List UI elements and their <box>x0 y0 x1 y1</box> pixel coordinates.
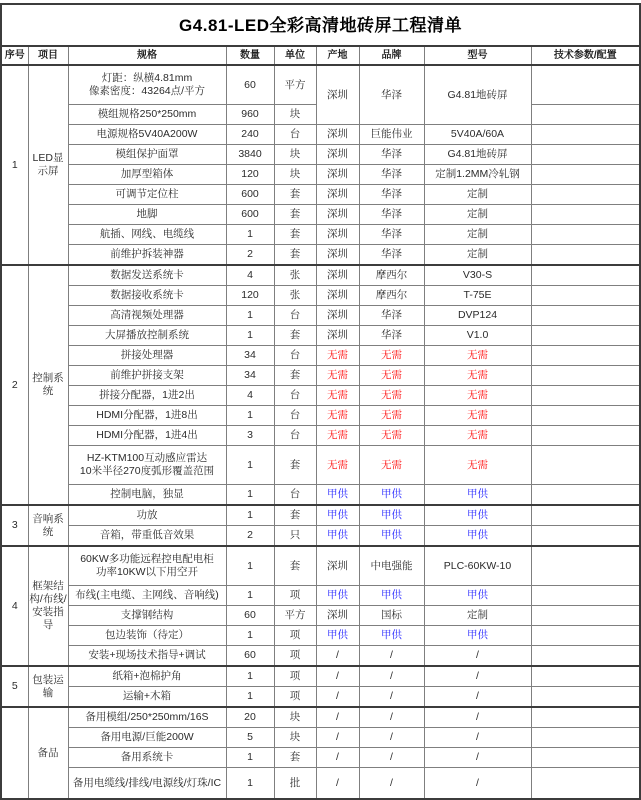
cell-index: 1 <box>1 65 28 265</box>
cell-qty: 60 <box>226 65 274 105</box>
cell-unit: 台 <box>274 125 316 145</box>
cell-qty: 600 <box>226 185 274 205</box>
cell-unit: 套 <box>274 185 316 205</box>
cell-unit: 套 <box>274 748 316 768</box>
cell-brand: 华泽 <box>359 245 424 266</box>
cell-brand: 摩西尔 <box>359 265 424 286</box>
cell-tech-params <box>531 245 640 266</box>
cell-tech-params <box>531 728 640 748</box>
cell-qty: 1 <box>226 225 274 245</box>
cell-index: 4 <box>1 546 28 666</box>
cell-spec: 地脚 <box>68 205 226 225</box>
cell-model: 无需 <box>424 346 531 366</box>
table-row <box>1 145 640 165</box>
cell-qty: 1 <box>226 748 274 768</box>
spec-line: 60KW多功能远程控电配电柜 <box>80 553 214 565</box>
cell-origin: 无需 <box>316 386 359 406</box>
cell-tech-params <box>531 125 640 145</box>
cell-spec: 模组规格250*250mm <box>68 105 226 125</box>
table-row <box>1 626 640 646</box>
cell-model: 定制 <box>424 205 531 225</box>
cell-brand: / <box>359 768 424 800</box>
cell-qty: 4 <box>226 265 274 286</box>
cell-spec: 安装+现场技术指导+调试 <box>68 646 226 667</box>
table-row <box>1 586 640 606</box>
cell-unit: 批 <box>274 768 316 800</box>
cell-model: 无需 <box>424 406 531 426</box>
cell-qty: 34 <box>226 366 274 386</box>
table-row <box>1 265 640 286</box>
cell-spec: 电源规格5V40A200W <box>68 125 226 145</box>
cell-brand: 甲供 <box>359 586 424 606</box>
column-header: 型号 <box>424 46 531 65</box>
cell-origin: 甲供 <box>316 485 359 506</box>
cell-unit: 台 <box>274 426 316 446</box>
section-4 <box>1 546 640 666</box>
cell-spec: 可调节定位柱 <box>68 185 226 205</box>
cell-item: 包装运输 <box>28 666 68 707</box>
cell-item: LED显示屏 <box>28 65 68 265</box>
cell-spec: 布线(主电缆、主网线、音响线) <box>68 586 226 606</box>
table-row <box>1 125 640 145</box>
table-row <box>1 306 640 326</box>
cell-spec: HDMI分配器，1进4出 <box>68 426 226 446</box>
cell-unit: 台 <box>274 346 316 366</box>
cell-brand: / <box>359 728 424 748</box>
cell-qty: 240 <box>226 125 274 145</box>
cell-model: 甲供 <box>424 505 531 526</box>
cell-brand: 无需 <box>359 426 424 446</box>
table-row <box>1 185 640 205</box>
cell-spec: 拼接分配器，1进2出 <box>68 386 226 406</box>
cell-index: 5 <box>1 666 28 707</box>
section-5 <box>1 666 640 707</box>
cell-origin: 无需 <box>316 406 359 426</box>
table-row <box>1 65 640 105</box>
cell-brand: 无需 <box>359 446 424 485</box>
cell-spec: 备用模组/250*250mm/16S <box>68 707 226 728</box>
cell-model: / <box>424 687 531 708</box>
bom-table <box>0 3 641 800</box>
cell-qty: 960 <box>226 105 274 125</box>
cell-tech-params <box>531 526 640 547</box>
cell-tech-params <box>531 326 640 346</box>
cell-origin: 深圳 <box>316 145 359 165</box>
cell-qty: 600 <box>226 205 274 225</box>
cell-qty: 1 <box>226 586 274 606</box>
cell-tech-params <box>531 768 640 800</box>
cell-qty: 3840 <box>226 145 274 165</box>
cell-origin: 深圳 <box>316 245 359 266</box>
cell-spec: 拼接处理器 <box>68 346 226 366</box>
cell-model: 甲供 <box>424 626 531 646</box>
cell-tech-params <box>531 546 640 586</box>
cell-index: 3 <box>1 505 28 546</box>
cell-spec: 前维护拆装神器 <box>68 245 226 266</box>
section-spare <box>1 707 640 799</box>
section-2 <box>1 265 640 505</box>
cell-spec: 备用系统卡 <box>68 748 226 768</box>
cell-tech-params <box>531 748 640 768</box>
cell-unit: 台 <box>274 306 316 326</box>
table-row <box>1 245 640 266</box>
cell-spec: 备用电缆线/排线/电源线/灯珠/IC <box>68 768 226 800</box>
cell-tech-params <box>531 446 640 485</box>
cell-spec: 数据接收系统卡 <box>68 286 226 306</box>
cell-unit: 项 <box>274 586 316 606</box>
cell-brand: 无需 <box>359 346 424 366</box>
cell-unit: 平方 <box>274 606 316 626</box>
cell-brand: 华泽 <box>359 306 424 326</box>
cell-origin: 深圳 <box>316 205 359 225</box>
cell-brand: / <box>359 666 424 687</box>
cell-qty: 2 <box>226 245 274 266</box>
cell-tech-params <box>531 505 640 526</box>
cell-tech-params <box>531 306 640 326</box>
cell-item: 音响系统 <box>28 505 68 546</box>
cell-qty: 1 <box>226 546 274 586</box>
cell-tech-params <box>531 646 640 667</box>
cell-origin: 甲供 <box>316 526 359 547</box>
cell-origin: 无需 <box>316 346 359 366</box>
cell-model: / <box>424 748 531 768</box>
cell-unit: 平方 <box>274 65 316 105</box>
cell-brand: 华泽 <box>359 65 424 125</box>
cell-origin: 深圳 <box>316 306 359 326</box>
cell-brand: / <box>359 687 424 708</box>
table-row <box>1 346 640 366</box>
column-header: 技术参数/配置 <box>531 46 640 65</box>
cell-spec: 航插、网线、电缆线 <box>68 225 226 245</box>
cell-qty: 1 <box>226 626 274 646</box>
title-row <box>1 4 640 46</box>
cell-spec: HDMI分配器，1进8出 <box>68 406 226 426</box>
cell-brand: 华泽 <box>359 165 424 185</box>
cell-unit: 台 <box>274 386 316 406</box>
cell-tech-params <box>531 687 640 708</box>
cell-qty: 5 <box>226 728 274 748</box>
spec-line: 功率10KW以下用空开 <box>95 566 199 578</box>
cell-brand: / <box>359 646 424 667</box>
cell-spec: 运输+木箱 <box>68 687 226 708</box>
cell-spec: 支撑钢结构 <box>68 606 226 626</box>
cell-qty: 2 <box>226 526 274 547</box>
cell-qty: 3 <box>226 426 274 446</box>
cell-origin: / <box>316 768 359 800</box>
cell-spec: 模组保护面罩 <box>68 145 226 165</box>
cell-origin: 甲供 <box>316 626 359 646</box>
cell-model: V30-S <box>424 265 531 286</box>
table-row <box>1 505 640 526</box>
cell-item: 框架结构/布线/安装指导 <box>28 546 68 666</box>
cell-unit: 块 <box>274 728 316 748</box>
cell-brand: 甲供 <box>359 626 424 646</box>
column-header: 产地 <box>316 46 359 65</box>
cell-unit: 台 <box>274 485 316 506</box>
table-row <box>1 286 640 306</box>
cell-origin: 深圳 <box>316 606 359 626</box>
cell-model: / <box>424 707 531 728</box>
cell-origin: 深圳 <box>316 185 359 205</box>
cell-qty: 120 <box>226 286 274 306</box>
cell-tech-params <box>531 707 640 728</box>
spec-line: 灯距：纵横4.81mm <box>101 72 193 84</box>
cell-tech-params <box>531 606 640 626</box>
cell-qty: 20 <box>226 707 274 728</box>
cell-model: 定制 <box>424 225 531 245</box>
cell-origin: 深圳 <box>316 125 359 145</box>
spec-line: 像素密度：43264点/平方 <box>88 85 206 97</box>
cell-spec: 数据发送系统卡 <box>68 265 226 286</box>
table-row <box>1 406 640 426</box>
cell-qty: 1 <box>226 666 274 687</box>
cell-brand: / <box>359 707 424 728</box>
cell-model: PLC-60KW-10 <box>424 546 531 586</box>
cell-model: / <box>424 728 531 748</box>
column-header: 序号 <box>1 46 28 65</box>
cell-item: 控制系统 <box>28 265 68 505</box>
cell-model: 5V40A/60A <box>424 125 531 145</box>
cell-tech-params <box>531 346 640 366</box>
cell-model: 定制 <box>424 245 531 266</box>
spec-line: HZ-KTM100互动感应雷达 <box>86 452 208 464</box>
table-head <box>1 4 640 65</box>
cell-origin: / <box>316 728 359 748</box>
table-row <box>1 606 640 626</box>
cell-brand: 华泽 <box>359 205 424 225</box>
table-row <box>1 386 640 406</box>
cell-unit: 套 <box>274 505 316 526</box>
cell-model: / <box>424 666 531 687</box>
cell-tech-params <box>531 286 640 306</box>
cell-tech-params <box>531 145 640 165</box>
cell-unit: 项 <box>274 666 316 687</box>
cell-tech-params <box>531 165 640 185</box>
cell-origin: / <box>316 646 359 667</box>
cell-unit: 块 <box>274 145 316 165</box>
cell-brand: 摩西尔 <box>359 286 424 306</box>
cell-unit: 套 <box>274 326 316 346</box>
cell-unit: 块 <box>274 165 316 185</box>
cell-origin: 无需 <box>316 426 359 446</box>
cell-unit: 块 <box>274 105 316 125</box>
cell-qty: 60 <box>226 606 274 626</box>
cell-origin: 深圳 <box>316 165 359 185</box>
cell-spec: 备用电源/巨能200W <box>68 728 226 748</box>
cell-model: 定制 <box>424 606 531 626</box>
cell-tech-params <box>531 105 640 125</box>
cell-origin: 深圳 <box>316 546 359 586</box>
cell-brand: 无需 <box>359 366 424 386</box>
cell-spec: 功放 <box>68 505 226 526</box>
cell-model: G4.81地砖屏 <box>424 145 531 165</box>
cell-model: 定制1.2MM冷轧钢 <box>424 165 531 185</box>
page-title: G4.81-LED全彩高清地砖屏工程清单 <box>1 4 640 46</box>
cell-origin: 深圳 <box>316 225 359 245</box>
table-row <box>1 446 640 485</box>
cell-model: 定制 <box>424 185 531 205</box>
cell-origin: / <box>316 748 359 768</box>
cell-tech-params <box>531 586 640 606</box>
table-row <box>1 225 640 245</box>
cell-brand: 无需 <box>359 386 424 406</box>
table-row <box>1 728 640 748</box>
cell-brand: 华泽 <box>359 326 424 346</box>
cell-spec: 音箱，带重低音效果 <box>68 526 226 547</box>
cell-model: 无需 <box>424 386 531 406</box>
table-row <box>1 546 640 586</box>
cell-origin: 甲供 <box>316 586 359 606</box>
cell-model: G4.81地砖屏 <box>424 65 531 125</box>
column-header: 项目 <box>28 46 68 65</box>
cell-model: 无需 <box>424 366 531 386</box>
cell-origin: / <box>316 707 359 728</box>
cell-qty: 1 <box>226 406 274 426</box>
cell-spec: 前维护拼接支架 <box>68 366 226 386</box>
cell-unit: 项 <box>274 626 316 646</box>
cell-qty: 1 <box>226 326 274 346</box>
cell-spec <box>68 446 226 485</box>
cell-spec: 大屏播放控制系统 <box>68 326 226 346</box>
cell-brand: 无需 <box>359 406 424 426</box>
cell-unit: 套 <box>274 546 316 586</box>
cell-qty: 1 <box>226 768 274 800</box>
column-header: 品牌 <box>359 46 424 65</box>
cell-model: / <box>424 646 531 667</box>
cell-model: 无需 <box>424 446 531 485</box>
cell-index: 2 <box>1 265 28 505</box>
cell-unit: 项 <box>274 646 316 667</box>
table-row <box>1 205 640 225</box>
table-row <box>1 485 640 506</box>
cell-spec: 控制电脑，独显 <box>68 485 226 506</box>
cell-index <box>1 707 28 799</box>
cell-tech-params <box>531 386 640 406</box>
cell-qty: 60 <box>226 646 274 667</box>
cell-unit: 张 <box>274 265 316 286</box>
column-header: 数量 <box>226 46 274 65</box>
table-row <box>1 426 640 446</box>
cell-unit: 套 <box>274 245 316 266</box>
table-row <box>1 748 640 768</box>
cell-qty: 1 <box>226 485 274 506</box>
cell-unit: 只 <box>274 526 316 547</box>
cell-spec: 高清视频处理器 <box>68 306 226 326</box>
cell-brand: 甲供 <box>359 505 424 526</box>
cell-qty: 1 <box>226 505 274 526</box>
cell-item: 备品 <box>28 707 68 799</box>
cell-origin: 甲供 <box>316 505 359 526</box>
cell-model: 甲供 <box>424 526 531 547</box>
cell-spec <box>68 65 226 105</box>
table-row <box>1 707 640 728</box>
cell-unit: 套 <box>274 205 316 225</box>
cell-qty: 34 <box>226 346 274 366</box>
cell-qty: 1 <box>226 687 274 708</box>
cell-spec <box>68 546 226 586</box>
cell-spec: 加厚型箱体 <box>68 165 226 185</box>
cell-model: 无需 <box>424 426 531 446</box>
table-row <box>1 687 640 708</box>
cell-model: V1.0 <box>424 326 531 346</box>
cell-brand: 华泽 <box>359 145 424 165</box>
cell-tech-params <box>531 406 640 426</box>
cell-brand: 华泽 <box>359 225 424 245</box>
cell-qty: 4 <box>226 386 274 406</box>
table-header-row <box>1 46 640 65</box>
cell-tech-params <box>531 426 640 446</box>
cell-origin: 深圳 <box>316 326 359 346</box>
cell-unit: 套 <box>274 446 316 485</box>
table-row <box>1 366 640 386</box>
cell-qty: 1 <box>226 446 274 485</box>
section-3 <box>1 505 640 546</box>
cell-origin: 无需 <box>316 446 359 485</box>
cell-brand: 甲供 <box>359 526 424 547</box>
cell-qty: 1 <box>226 306 274 326</box>
cell-origin: / <box>316 687 359 708</box>
cell-brand: 巨能伟业 <box>359 125 424 145</box>
section-1 <box>1 65 640 265</box>
column-header: 规格 <box>68 46 226 65</box>
cell-tech-params <box>531 225 640 245</box>
cell-brand: 国标 <box>359 606 424 626</box>
column-header: 单位 <box>274 46 316 65</box>
cell-origin: 深圳 <box>316 265 359 286</box>
table-row <box>1 326 640 346</box>
cell-model: 甲供 <box>424 485 531 506</box>
cell-brand: 中电强能 <box>359 546 424 586</box>
cell-unit: 套 <box>274 225 316 245</box>
cell-tech-params <box>531 185 640 205</box>
cell-tech-params <box>531 666 640 687</box>
table-row <box>1 768 640 800</box>
cell-tech-params <box>531 205 640 225</box>
cell-spec: 包边装饰（待定） <box>68 626 226 646</box>
spec-line: 10米半径270度弧形覆盖范围 <box>79 465 215 477</box>
cell-unit: 块 <box>274 707 316 728</box>
cell-spec: 纸箱+泡棉护角 <box>68 666 226 687</box>
cell-unit: 套 <box>274 366 316 386</box>
cell-model: DVP124 <box>424 306 531 326</box>
cell-unit: 项 <box>274 687 316 708</box>
cell-model: / <box>424 768 531 800</box>
cell-unit: 台 <box>274 406 316 426</box>
cell-brand: 华泽 <box>359 185 424 205</box>
cell-brand: 甲供 <box>359 485 424 506</box>
table-row <box>1 165 640 185</box>
cell-tech-params <box>531 65 640 105</box>
cell-model: 甲供 <box>424 586 531 606</box>
cell-origin: 无需 <box>316 366 359 386</box>
cell-unit: 张 <box>274 286 316 306</box>
cell-origin: 深圳 <box>316 65 359 125</box>
cell-origin: 深圳 <box>316 286 359 306</box>
table-row <box>1 666 640 687</box>
cell-tech-params <box>531 485 640 506</box>
table-row <box>1 526 640 547</box>
cell-origin: / <box>316 666 359 687</box>
cell-tech-params <box>531 626 640 646</box>
cell-brand: / <box>359 748 424 768</box>
cell-tech-params <box>531 366 640 386</box>
table-row <box>1 646 640 667</box>
cell-qty: 120 <box>226 165 274 185</box>
cell-model: T-75E <box>424 286 531 306</box>
cell-tech-params <box>531 265 640 286</box>
